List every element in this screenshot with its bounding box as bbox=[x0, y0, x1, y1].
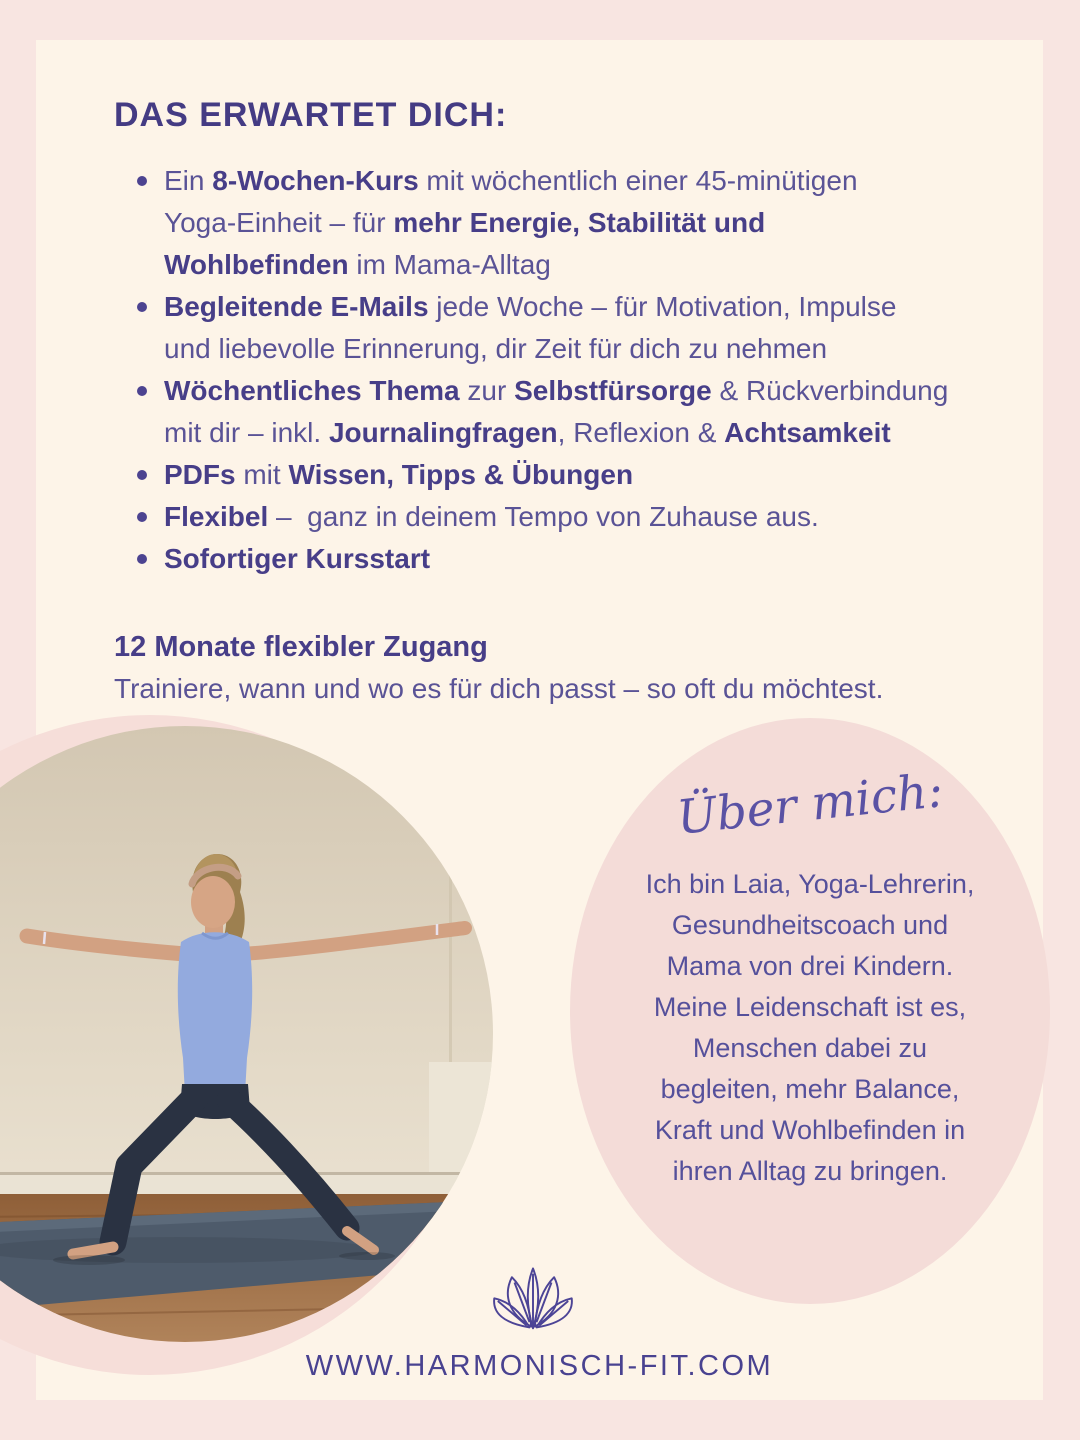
about-circle bbox=[570, 718, 1050, 1304]
about-heading: Über mich: bbox=[674, 762, 946, 846]
access-heading: 12 Monate flexibler Zugang bbox=[114, 631, 488, 663]
website-url[interactable]: WWW.HARMONISCH-FIT.COM bbox=[305, 1350, 774, 1382]
about-text: Ich bin Laia, Yoga-Lehrerin, Gesundheitscoach und Mama von drei Kindern. Meine Leidenschaft ist es, Menschen dabei zu begleiten, mehr Balance, Kraft und Wohlbefinden in ihren Alltag zu bringen. bbox=[645, 869, 975, 1186]
benefit-item: Ein 8-Wochen-Kurs mit wöchentlich einer 45-minütigen Yoga-Einheit – für mehr Energie, Stabilität und Wohlbefinden im Mama-Alltag bbox=[114, 160, 1044, 286]
lotus-icon bbox=[489, 1266, 577, 1336]
benefit-item: Sofortiger Kursstart bbox=[114, 538, 1044, 580]
page-title: DAS ERWARTET DICH: bbox=[114, 96, 508, 134]
benefit-item: Begleitende E-Mails jede Woche – für Motivation, Impulse und liebevolle Erinnerung, dir Zeit für dich zu nehmen bbox=[114, 286, 1044, 370]
benefits-list bbox=[114, 160, 1044, 580]
access-text: Trainiere, wann und wo es für dich passt – so oft du möchtest. bbox=[114, 673, 884, 704]
benefit-item: Flexibel – ganz in deinem Tempo von Zuhause aus. bbox=[114, 496, 1044, 538]
benefit-item: PDFs mit Wissen, Tipps & Übungen bbox=[114, 454, 1044, 496]
benefit-item: Wöchentliches Thema zur Selbstfürsorge & Rückverbindung mit dir – inkl. Journalingfragen, Reflexion & Achtsamkeit bbox=[114, 370, 1044, 454]
